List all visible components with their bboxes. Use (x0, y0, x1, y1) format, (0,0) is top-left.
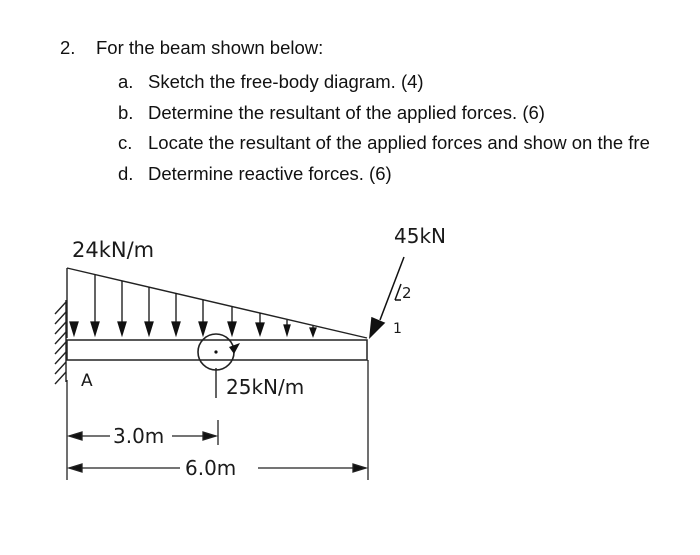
load-arrows (70, 275, 316, 336)
dimension-short-label: 3.0m (113, 424, 165, 448)
support-label: A (81, 371, 93, 391)
part-letter: d. (118, 163, 134, 184)
moment-label: 25kN/m (226, 375, 305, 399)
part-text: Determine reactive forces. (6) (148, 163, 392, 184)
question-number: 2. (60, 37, 76, 58)
point-load-label: 45kN (394, 224, 446, 248)
part-text: Locate the resultant of the applied forces and show on the fre (148, 132, 650, 153)
slope-run-label: 1 (393, 321, 402, 337)
dimension-long-label: 6.0m (185, 456, 237, 480)
slope-rise-label: 2 (402, 284, 412, 302)
part-text: Determine the resultant of the applied forces. (6) (148, 102, 545, 123)
part-letter: c. (118, 132, 133, 153)
question-title: For the beam shown below: (96, 37, 324, 58)
distributed-load (67, 268, 367, 338)
beam (67, 340, 367, 360)
part-letter: a. (118, 71, 134, 92)
wall-support (55, 300, 66, 384)
part-letter: b. (118, 102, 134, 123)
distributed-load-label: 24kN/m (72, 238, 155, 262)
part-text: Sketch the free-body diagram. (4) (148, 71, 424, 92)
